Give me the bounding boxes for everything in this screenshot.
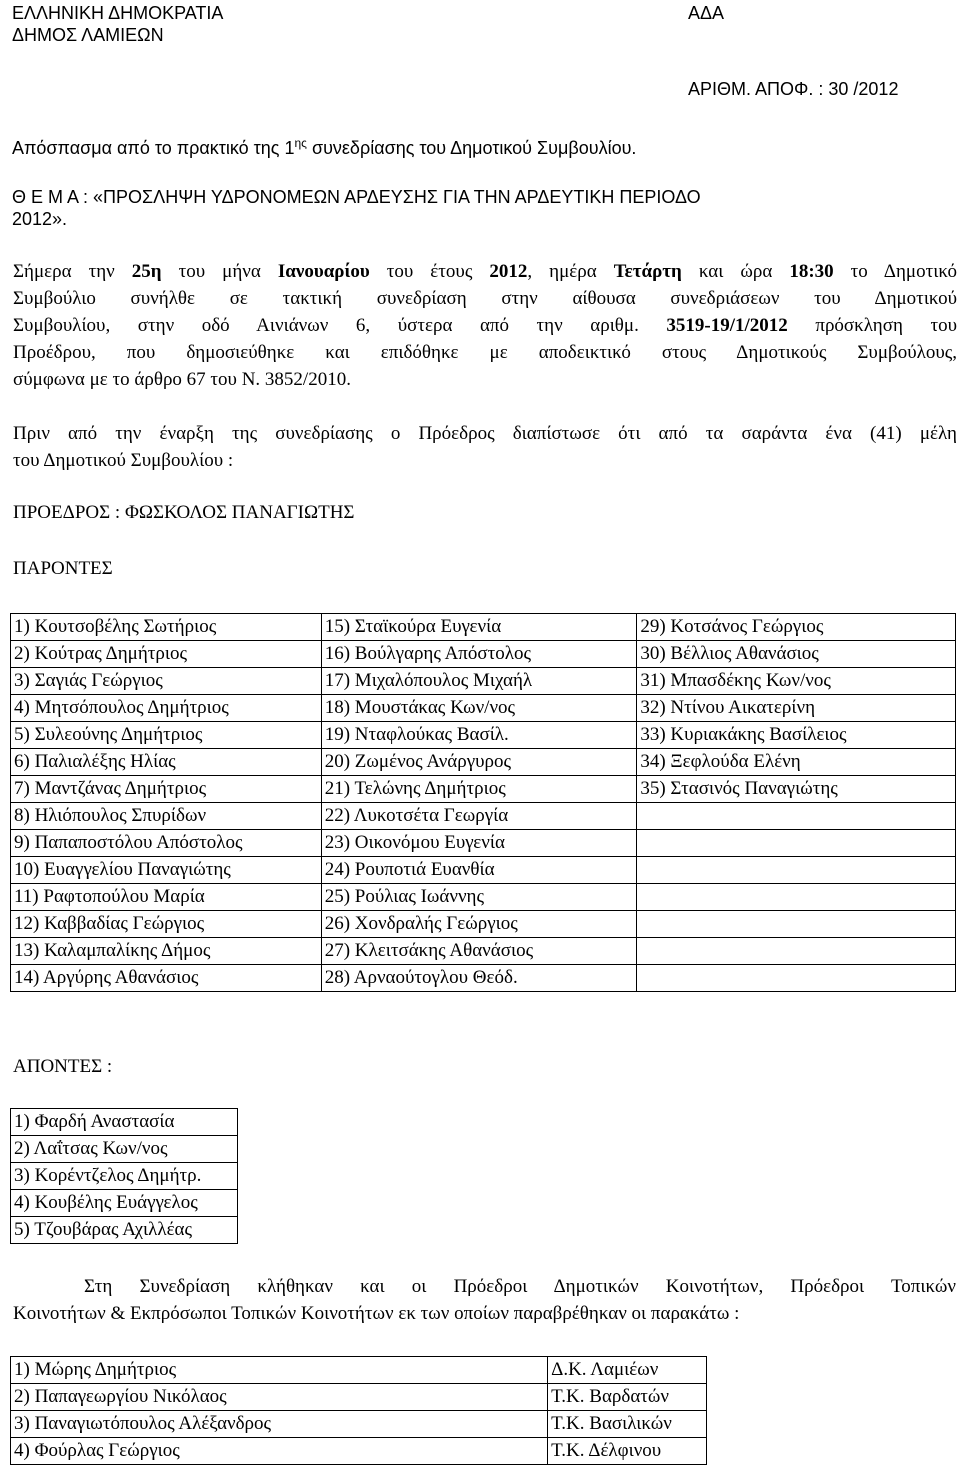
intro-line-2: Συμβούλιο συνήλθε σε τακτική συνεδρίαση στην αίθουσα συνεδριάσεων του Δημοτικού bbox=[13, 288, 957, 309]
community-president-name: 4) Φούρλας Γεώργιος bbox=[11, 1438, 548, 1465]
member-cell: 15) Σταϊκούρα Ευγενία bbox=[321, 614, 637, 641]
community-president-name: 3) Παναγιωτόπουλος Αλέξανδρος bbox=[11, 1411, 548, 1438]
table-row bbox=[11, 776, 956, 803]
member-cell: 27) Κλειτσάκης Αθανάσιος bbox=[321, 938, 637, 965]
table-row bbox=[11, 1163, 238, 1190]
member-cell: 2) Κούτρας Δημήτριος bbox=[11, 641, 322, 668]
member-cell: 28) Αρναούτογλου Θεόδ. bbox=[321, 965, 637, 992]
table-row bbox=[11, 641, 956, 668]
member-cell: 21) Τελώνης Δημήτριος bbox=[321, 776, 637, 803]
table-row bbox=[11, 749, 956, 776]
subject-line: Θ Ε Μ Α : «ΠΡΟΣΛΗΨΗ ΥΔΡΟΝΟΜΕΩΝ ΑΡΔΕΥΣΗΣ ΓΙΑ ΤΗΝ ΑΡΔΕΥΤΙΚΗ ΠΕΡΙΟΔΟ bbox=[12, 187, 701, 207]
member-cell: 23) Οικονόμου Ευγενία bbox=[321, 830, 637, 857]
intro-line-3: Συμβουλίου, στην οδό Αινιάνων 6, ύστερα από την αριθμ. 3519-19/1/2012 πρόσκληση του bbox=[13, 315, 957, 336]
member-cell: 17) Μιχαλόπουλος Μιχαήλ bbox=[321, 668, 637, 695]
member-cell bbox=[637, 830, 956, 857]
extract-line: Απόσπασμα από το πρακτικό της $1^{\eta\varsigma}$ συνεδρίασης του Δημοτικού Συμβουλίου. bbox=[12, 136, 637, 158]
table-row bbox=[11, 1217, 238, 1244]
community-name: Δ.Κ. Λαμιέων bbox=[548, 1357, 707, 1384]
decision-number: ΑΡΙΘΜ. ΑΠΟΦ. : 30 /2012 bbox=[688, 79, 899, 99]
member-cell: 34) Ξεφλούδα Ελένη bbox=[637, 749, 956, 776]
member-cell bbox=[637, 884, 956, 911]
member-cell: 30) Βέλλιος Αθανάσιος bbox=[637, 641, 956, 668]
table-row bbox=[11, 938, 956, 965]
intro-line-5: σύμφωνα με το άρθρο 67 του Ν. 3852/2010. bbox=[13, 369, 351, 390]
member-cell: 3) Σαγιάς Γεώργιος bbox=[11, 668, 322, 695]
community-presidents-table bbox=[10, 1356, 707, 1465]
absent-heading: ΑΠΟΝΤΕΣ : bbox=[13, 1056, 113, 1077]
member-cell: 5) Συλεούνης Δημήτριος bbox=[11, 722, 322, 749]
table-row bbox=[11, 911, 956, 938]
municipality-title: ΔΗΜΟΣ ΛΑΜΙΕΩΝ bbox=[12, 25, 164, 45]
absent-members-table bbox=[10, 1108, 238, 1244]
republic-title: ΕΛΛΗΝΙΚΗ ΔΗΜΟΚΡΑΤΙΑ bbox=[12, 3, 224, 23]
member-cell: 11) Ραφτοπούλου Μαρία bbox=[11, 884, 322, 911]
member-cell: 14) Αργύρης Αθανάσιος bbox=[11, 965, 322, 992]
community-name: Τ.Κ. Βαρδατών bbox=[548, 1384, 707, 1411]
member-cell: 29) Κοτσάνος Γεώργιος bbox=[637, 614, 956, 641]
table-row bbox=[11, 1384, 707, 1411]
absent-member-cell: 2) Λαΐτσας Κων/νος bbox=[11, 1136, 238, 1163]
present-members-table bbox=[10, 613, 956, 992]
member-cell: 6) Παλιαλέξης Ηλίας bbox=[11, 749, 322, 776]
member-cell bbox=[637, 938, 956, 965]
president-line: ΠΡΟΕΔΡΟΣ : ΦΩΣΚΟΛΟΣ ΠΑΝΑΓΙΩΤΗΣ bbox=[13, 502, 355, 523]
member-cell: 16) Βούλγαρης Απόστολος bbox=[321, 641, 637, 668]
member-cell bbox=[637, 803, 956, 830]
table-row bbox=[11, 695, 956, 722]
member-cell: 32) Ντίνου Αικατερίνη bbox=[637, 695, 956, 722]
absent-member-cell: 1) Φαρδή Αναστασία bbox=[11, 1109, 238, 1136]
community-president-name: 1) Μώρης Δημήτριος bbox=[11, 1357, 548, 1384]
ada-label: ΑΔΑ bbox=[688, 3, 725, 23]
table-row bbox=[11, 1136, 238, 1163]
member-cell: 26) Χονδραλής Γεώργιος bbox=[321, 911, 637, 938]
member-cell: 12) Καββαδίας Γεώργιος bbox=[11, 911, 322, 938]
table-row bbox=[11, 1357, 707, 1384]
member-cell: 24) Ρουποτιά Ευανθία bbox=[321, 857, 637, 884]
member-cell: 9) Παπαποστόλου Απόστολος bbox=[11, 830, 322, 857]
community-name: Τ.Κ. Δέλφινου bbox=[548, 1438, 707, 1465]
member-cell: 22) Λυκοτσέτα Γεωργία bbox=[321, 803, 637, 830]
member-cell: 33) Κυριακάκης Βασίλειος bbox=[637, 722, 956, 749]
member-cell: 8) Ηλιόπουλος Σπυρίδων bbox=[11, 803, 322, 830]
table-row bbox=[11, 803, 956, 830]
table-row bbox=[11, 614, 956, 641]
member-cell bbox=[637, 965, 956, 992]
absent-member-cell: 5) Τζουβάρας Αχιλλέας bbox=[11, 1217, 238, 1244]
table-row bbox=[11, 857, 956, 884]
member-cell: 18) Μουστάκας Κων/νος bbox=[321, 695, 637, 722]
member-cell: 19) Νταφλούκας Βασίλ. bbox=[321, 722, 637, 749]
member-cell: 7) Μαντζάνας Δημήτριος bbox=[11, 776, 322, 803]
quorum-line-1: Πριν από την έναρξη της συνεδρίασης ο Πρόεδρος διαπίστωσε ότι από τα σαράντα ένα (41) μέλη bbox=[13, 423, 957, 444]
quorum-line-2: του Δημοτικού Συμβουλίου : bbox=[13, 450, 234, 471]
communities-note-line-1: Στη Συνεδρίαση κλήθηκαν και οι Πρόεδροι Δημοτικών Κοινοτήτων, Πρόεδροι Τοπικών bbox=[84, 1276, 956, 1297]
member-cell: 13) Καλαμπαλίκης Δήμος bbox=[11, 938, 322, 965]
table-row bbox=[11, 830, 956, 857]
table-row bbox=[11, 1438, 707, 1465]
communities-note-line-2: Κοινοτήτων & Εκπρόσωποι Τοπικών Κοινοτήτων εκ των οποίων παραβρέθηκαν οι παρακάτω : bbox=[13, 1303, 740, 1324]
table-row bbox=[11, 1411, 707, 1438]
table-row bbox=[11, 722, 956, 749]
absent-member-cell: 4) Κουβέλης Ευάγγελος bbox=[11, 1190, 238, 1217]
member-cell: 35) Στασινός Παναγιώτης bbox=[637, 776, 956, 803]
table-row bbox=[11, 1190, 238, 1217]
member-cell bbox=[637, 911, 956, 938]
table-row bbox=[11, 884, 956, 911]
member-cell: 20) Ζωμένος Ανάργυρος bbox=[321, 749, 637, 776]
member-cell: 10) Ευαγγελίου Παναγιώτης bbox=[11, 857, 322, 884]
member-cell: 1) Κουτσοβέλης Σωτήριος bbox=[11, 614, 322, 641]
member-cell: 25) Ρούλιας Ιωάννης bbox=[321, 884, 637, 911]
table-row bbox=[11, 1109, 238, 1136]
member-cell: 31) Μπασδέκης Κων/νος bbox=[637, 668, 956, 695]
subject-line-cont: 2012». bbox=[12, 209, 68, 229]
table-row bbox=[11, 668, 956, 695]
member-cell: 4) Μητσόπουλος Δημήτριος bbox=[11, 695, 322, 722]
intro-line-4: Προέδρου, που δημοσιεύθηκε και επιδόθηκε με αποδεικτικό στους Δημοτικούς Συμβούλους, bbox=[13, 342, 957, 363]
table-row bbox=[11, 965, 956, 992]
absent-member-cell: 3) Κορέντζελος Δημήτρ. bbox=[11, 1163, 238, 1190]
community-name: Τ.Κ. Βασιλικών bbox=[548, 1411, 707, 1438]
member-cell bbox=[637, 857, 956, 884]
present-heading: ΠΑΡΟΝΤΕΣ bbox=[13, 558, 113, 579]
community-president-name: 2) Παπαγεωργίου Νικόλαος bbox=[11, 1384, 548, 1411]
intro-line-1: Σήμερα την 25η του μήνα Ιανουαρίου του έτους 2012, ημέρα Τετάρτη και ώρα 18:30 το Δημοτικό bbox=[13, 261, 958, 282]
